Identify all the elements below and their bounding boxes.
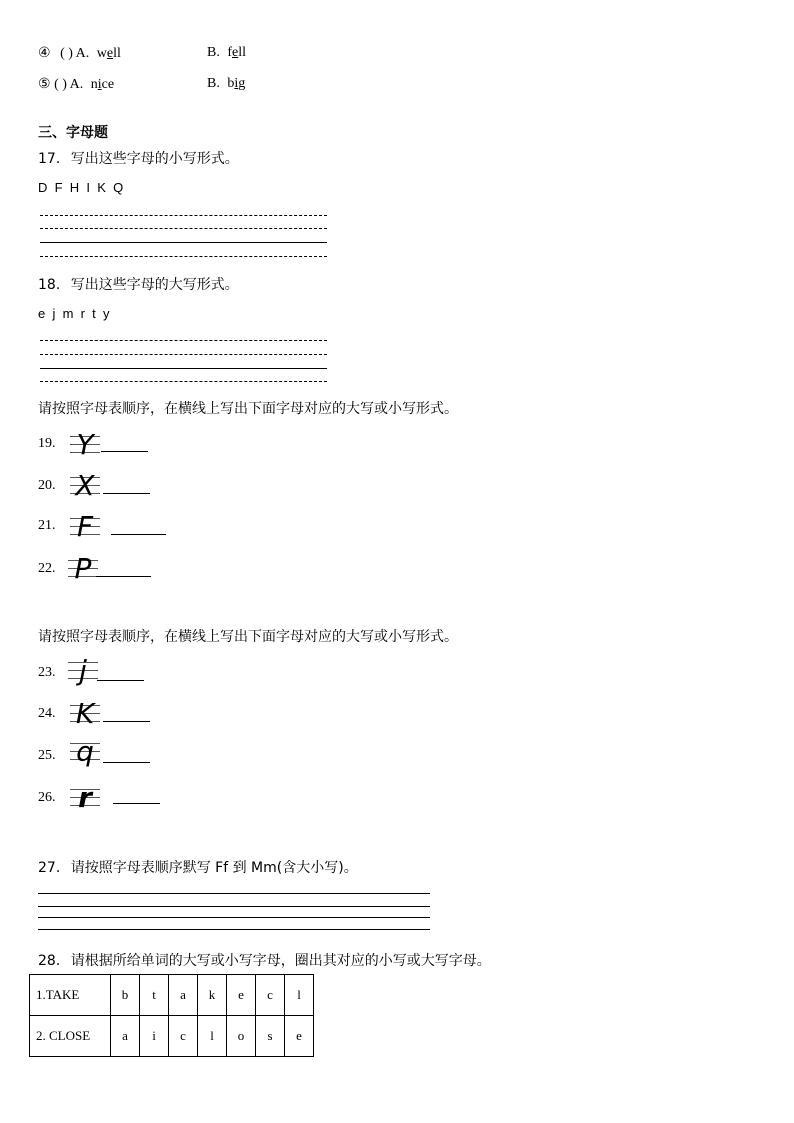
q18-letters: e j m r t y xyxy=(38,306,110,321)
q22-answer-line[interactable] xyxy=(96,576,151,577)
question-text: 写出这些字母的大写形式。 xyxy=(70,277,239,293)
writing-line xyxy=(38,906,430,907)
table-row xyxy=(30,1016,314,1057)
item-number: ④ xyxy=(38,46,51,61)
q25-glyph: q xyxy=(76,735,94,768)
section-title: 三、字母题 xyxy=(38,125,108,141)
q21-glyph: F xyxy=(76,510,94,543)
q22-glyph: P xyxy=(74,552,92,585)
option-a-word: nice xyxy=(90,77,115,92)
q24-answer-line[interactable] xyxy=(103,721,150,722)
q25-letter-card xyxy=(70,735,100,768)
option-a-label: A. xyxy=(75,46,90,61)
q24-glyph: K xyxy=(75,697,95,730)
question-number: 27. xyxy=(38,860,61,876)
letter-circle-table xyxy=(29,974,314,1057)
question-text: 请按照字母表顺序默写 Ff 到 Mm(含大小写)。 xyxy=(70,860,358,876)
writing-guide-dashed xyxy=(40,256,327,257)
question-number: 18. xyxy=(38,277,61,293)
writing-line xyxy=(38,893,430,894)
question-27 xyxy=(38,857,358,877)
item-4 xyxy=(38,45,121,62)
letter-cell[interactable]: k xyxy=(198,975,227,1016)
item-number: ⑤ xyxy=(38,77,51,92)
q23-glyph: j xyxy=(79,654,87,687)
writing-line xyxy=(38,917,430,918)
q24-letter-card xyxy=(70,697,100,730)
q23-number: 23. xyxy=(38,665,56,680)
q25-number: 25. xyxy=(38,748,56,763)
q22-number: 22. xyxy=(38,561,56,576)
q19-number: 19. xyxy=(38,436,56,451)
word-cell: 1.TAKE xyxy=(30,975,111,1016)
question-number: 28. xyxy=(38,953,61,969)
question-18 xyxy=(38,274,239,294)
writing-line xyxy=(38,929,430,930)
letter-cell[interactable]: s xyxy=(256,1016,285,1057)
q17-letters: D F H I K Q xyxy=(38,180,124,195)
question-number: 17. xyxy=(38,151,61,167)
q21-answer-line[interactable] xyxy=(111,534,166,535)
letter-cell[interactable]: i xyxy=(140,1016,169,1057)
writing-guide-dashed xyxy=(40,215,327,216)
item-4-option-b xyxy=(207,45,246,61)
item-5 xyxy=(38,76,114,93)
option-a-label: A. xyxy=(69,77,84,92)
instruction-2: 请按照字母表顺序，在横线上写出下面字母对应的大写或小写形式。 xyxy=(38,629,458,645)
table-row xyxy=(30,975,314,1016)
q26-answer-line[interactable] xyxy=(113,803,160,804)
instruction-1: 请按照字母表顺序，在横线上写出下面字母对应的大写或小写形式。 xyxy=(38,401,458,417)
question-text: 写出这些字母的小写形式。 xyxy=(70,151,239,167)
question-28 xyxy=(38,950,491,970)
q20-letter-card xyxy=(70,469,100,502)
q19-letter-card xyxy=(70,428,100,461)
letter-cell[interactable]: e xyxy=(285,1016,314,1057)
q19-glyph: Y xyxy=(76,428,94,461)
q22-letter-card xyxy=(68,552,98,585)
q20-number: 20. xyxy=(38,478,56,493)
letter-cell[interactable]: a xyxy=(169,975,198,1016)
q23-answer-line[interactable] xyxy=(97,680,144,681)
word-cell: 2. CLOSE xyxy=(30,1016,111,1057)
letter-cell[interactable]: t xyxy=(140,975,169,1016)
writing-baseline xyxy=(40,242,327,243)
letter-cell[interactable]: e xyxy=(227,975,256,1016)
writing-baseline xyxy=(40,368,327,369)
q19-answer-line[interactable] xyxy=(101,451,148,452)
q20-glyph: X xyxy=(75,469,95,502)
letter-cell[interactable]: b xyxy=(111,975,140,1016)
letter-cell[interactable]: a xyxy=(111,1016,140,1057)
q23-letter-card xyxy=(68,654,98,687)
letter-cell[interactable]: l xyxy=(285,975,314,1016)
letter-cell[interactable]: c xyxy=(169,1016,198,1057)
option-b-word: big xyxy=(227,76,246,91)
q24-number: 24. xyxy=(38,706,56,721)
writing-guide-dashed xyxy=(40,228,327,229)
writing-guide-dashed xyxy=(40,340,327,341)
q26-glyph: r xyxy=(78,781,92,814)
option-b-word: fell xyxy=(227,45,247,60)
q21-letter-card xyxy=(70,510,100,543)
item-5-option-b xyxy=(207,76,245,92)
writing-guide-dashed xyxy=(40,354,327,355)
answer-paren: ( ) xyxy=(60,46,73,61)
question-text: 请根据所给单词的大写或小写字母，圈出其对应的小写或大写字母。 xyxy=(70,953,491,969)
q25-answer-line[interactable] xyxy=(103,762,150,763)
q20-answer-line[interactable] xyxy=(103,493,150,494)
option-b-label: B. xyxy=(207,45,220,60)
letter-cell[interactable]: c xyxy=(256,975,285,1016)
letter-cell[interactable]: o xyxy=(227,1016,256,1057)
q21-number: 21. xyxy=(38,518,56,533)
q26-letter-card xyxy=(70,781,100,814)
option-a-word: well xyxy=(96,46,121,61)
q26-number: 26. xyxy=(38,790,56,805)
answer-paren: ( ) xyxy=(54,77,67,92)
option-b-label: B. xyxy=(207,76,220,91)
question-17 xyxy=(38,148,239,168)
letter-cell[interactable]: l xyxy=(198,1016,227,1057)
writing-guide-dashed xyxy=(40,381,327,382)
